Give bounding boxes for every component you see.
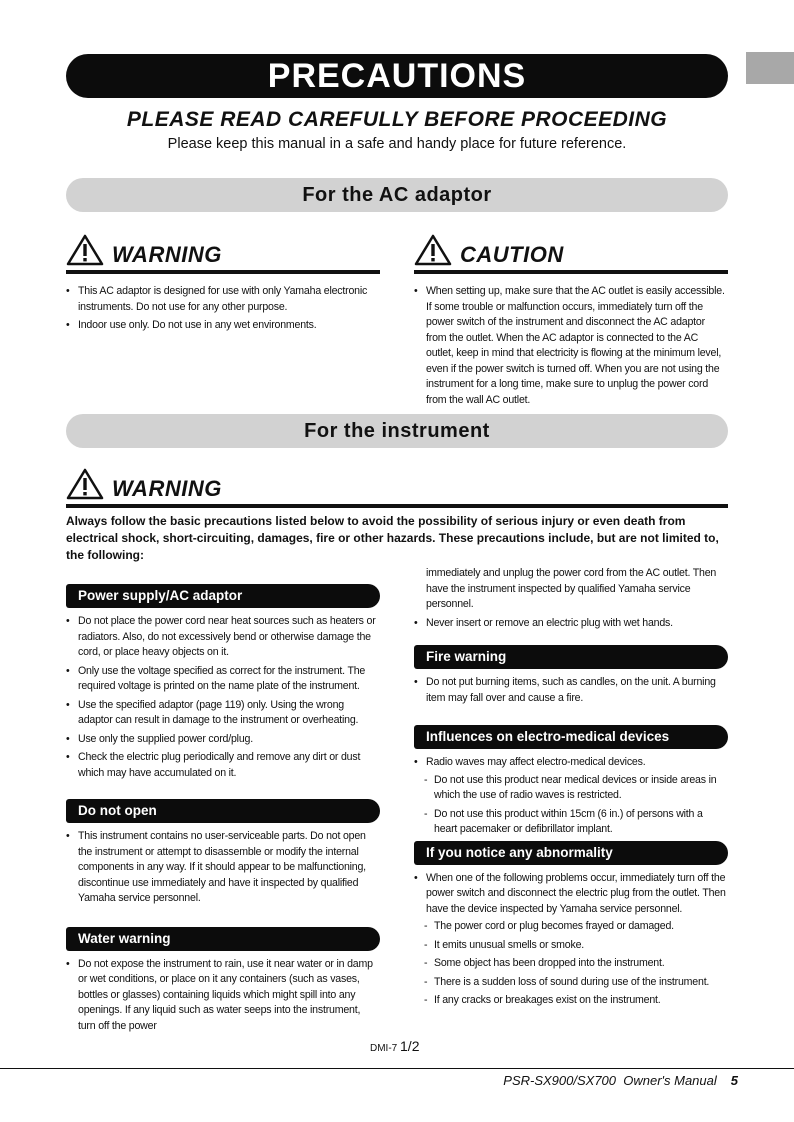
list-item: • When setting up, make sure that the AC outlet is easily accessible. If some trouble or malfunction occurs, immediately turn off the power switch of the instrument and disconnect the AC adaptor from the outlet. When the AC adaptor is connected to the AC outlet, keep in mind that electricity is flowing at the minimum level, even if the power switch is turned off. When you are not using the instrument for a long time, make sure to unplug the power cord from the wall AC outlet. [414, 284, 728, 408]
footer-rule [0, 1068, 794, 1069]
water-warning-list [66, 957, 380, 1035]
list-item: - Some object has been dropped into the instrument. [414, 956, 728, 972]
instrument-warning-rule [66, 504, 728, 508]
page-code-label: DMI-7 [370, 1043, 398, 1054]
heading-abnormality: If you notice any abnormality [414, 841, 728, 865]
footer-manual-name: PSR-SX900/SX700 Owner's Manual [503, 1073, 717, 1088]
ac-warning-label: WARNING [112, 242, 222, 267]
section-heading-ac-adaptor: For the AC adaptor [66, 178, 728, 212]
ac-caution-list [414, 284, 728, 408]
list-item: - It emits unusual smells or smoke. [414, 938, 728, 954]
right-column [414, 566, 728, 1012]
list-item [414, 755, 728, 838]
list-item: • Check the electric plug periodically and remove any dirt or dust which may have accumulated on it. [66, 750, 380, 781]
fire-warning-list [414, 675, 728, 706]
ac-caution-label: CAUTION [460, 242, 564, 267]
page-code [370, 1038, 419, 1054]
do-not-open-list [66, 829, 380, 907]
warning-triangle-icon [66, 234, 104, 266]
list-item: - Do not use this product near medical devices or inside areas in which the use of radio waves is restricted. [414, 773, 728, 804]
page-tab-marker [746, 52, 794, 84]
list-item [414, 871, 728, 1009]
instrument-warning-text: Always follow the basic precautions listed below to avoid the possibility of serious injury or even death from electrical shock, short-circuiting, damages, fire or other hazards. These precautions include, but are not limited to, the following: [66, 514, 719, 562]
list-item-text: When one of the following problems occur, immediately turn off the power switch and disconnect the electric plug from the outlet. Then have the device inspected by Yamaha service personnel. [426, 871, 726, 915]
ac-warning-header [66, 228, 380, 274]
list-item: • Indoor use only. Do not use in any wet environments. [66, 318, 380, 334]
section-heading-instrument: For the instrument [66, 414, 728, 448]
page-subtitle: PLEASE READ CAREFULLY BEFORE PROCEEDING [126, 108, 668, 131]
list-item: • This instrument contains no user-serviceable parts. Do not open the instrument or attempt to disassemble or modify the internal components in any way. If it should appear to be malfunctioning, discontinue use immediately and have it inspected by qualified Yamaha service personnel. [66, 829, 380, 907]
electro-medical-sublist [414, 773, 728, 838]
footer-page-number: 5 [730, 1073, 738, 1088]
ac-warning-list [66, 284, 380, 334]
heading-electro-medical: Influences on electro-medical devices [414, 725, 728, 749]
list-item: - If any cracks or breakages exist on the instrument. [414, 993, 728, 1009]
list-item: • This AC adaptor is designed for use with only Yamaha electronic instruments. Do not use for any other purpose. [66, 284, 380, 315]
instrument-warning-block [66, 464, 728, 504]
list-item: • Use only the supplied power cord/plug. [66, 732, 380, 748]
list-item: • Do not put burning items, such as candles, on the unit. A burning item may fall over and cause a fire. [414, 675, 728, 706]
instrument-warning-header [66, 464, 728, 504]
ac-warning-block [66, 228, 380, 337]
warning-triangle-icon [66, 468, 104, 500]
caution-triangle-icon [414, 234, 452, 266]
list-item: - Do not use this product within 15cm (6 in.) of persons with a heart pacemaker or defibrillator implant. [414, 807, 728, 838]
instrument-warning-label: WARNING [112, 476, 222, 501]
heading-water-warning: Water warning [66, 927, 380, 951]
heading-fire-warning: Fire warning [414, 645, 728, 669]
list-item: • Do not expose the instrument to rain, use it near water or in damp or wet conditions, or place on it any containers (such as vases, bottles or glasses) containing liquids which might spill into any openings. If any liquid such as water seeps into the instrument, turn off the power [66, 957, 380, 1035]
footer [503, 1073, 738, 1088]
abnormality-list [414, 871, 728, 1009]
electro-medical-list [414, 755, 728, 838]
list-item: • Do not place the power cord near heat sources such as heaters or radiators. Also, do not excessively bend or otherwise damage the cord, or place heavy objects on it. [66, 614, 380, 661]
page-fraction: 1/2 [400, 1038, 420, 1054]
list-item: • Never insert or remove an electric plug with wet hands. [414, 616, 728, 632]
list-item: • Use the specified adaptor (page 119) only. Using the wrong adaptor can result in damage to the instrument or overheating. [66, 698, 380, 729]
list-item: • Only use the voltage specified as correct for the instrument. The required voltage is printed on the name plate of the instrument. [66, 664, 380, 695]
intro-text: Please keep this manual in a safe and handy place for future reference. [167, 136, 627, 152]
heading-do-not-open: Do not open [66, 799, 380, 823]
water-warning-list-cont [414, 616, 728, 632]
list-item: - There is a sudden loss of sound during use of the instrument. [414, 975, 728, 991]
ac-caution-header [414, 228, 728, 274]
heading-power-supply: Power supply/AC adaptor [66, 584, 380, 608]
page-title: PRECAUTIONS [66, 54, 728, 98]
left-column [66, 584, 380, 1037]
water-warning-continuation: immediately and unplug the power cord from the AC outlet. Then have the instrument inspected by qualified Yamaha service personnel. [426, 567, 717, 610]
list-item: - The power cord or plug becomes frayed or damaged. [414, 919, 728, 935]
ac-caution-block [414, 228, 728, 411]
power-supply-list [66, 614, 380, 781]
list-item-text: Radio waves may affect electro-medical devices. [426, 756, 646, 768]
abnormality-sublist [414, 919, 728, 1009]
